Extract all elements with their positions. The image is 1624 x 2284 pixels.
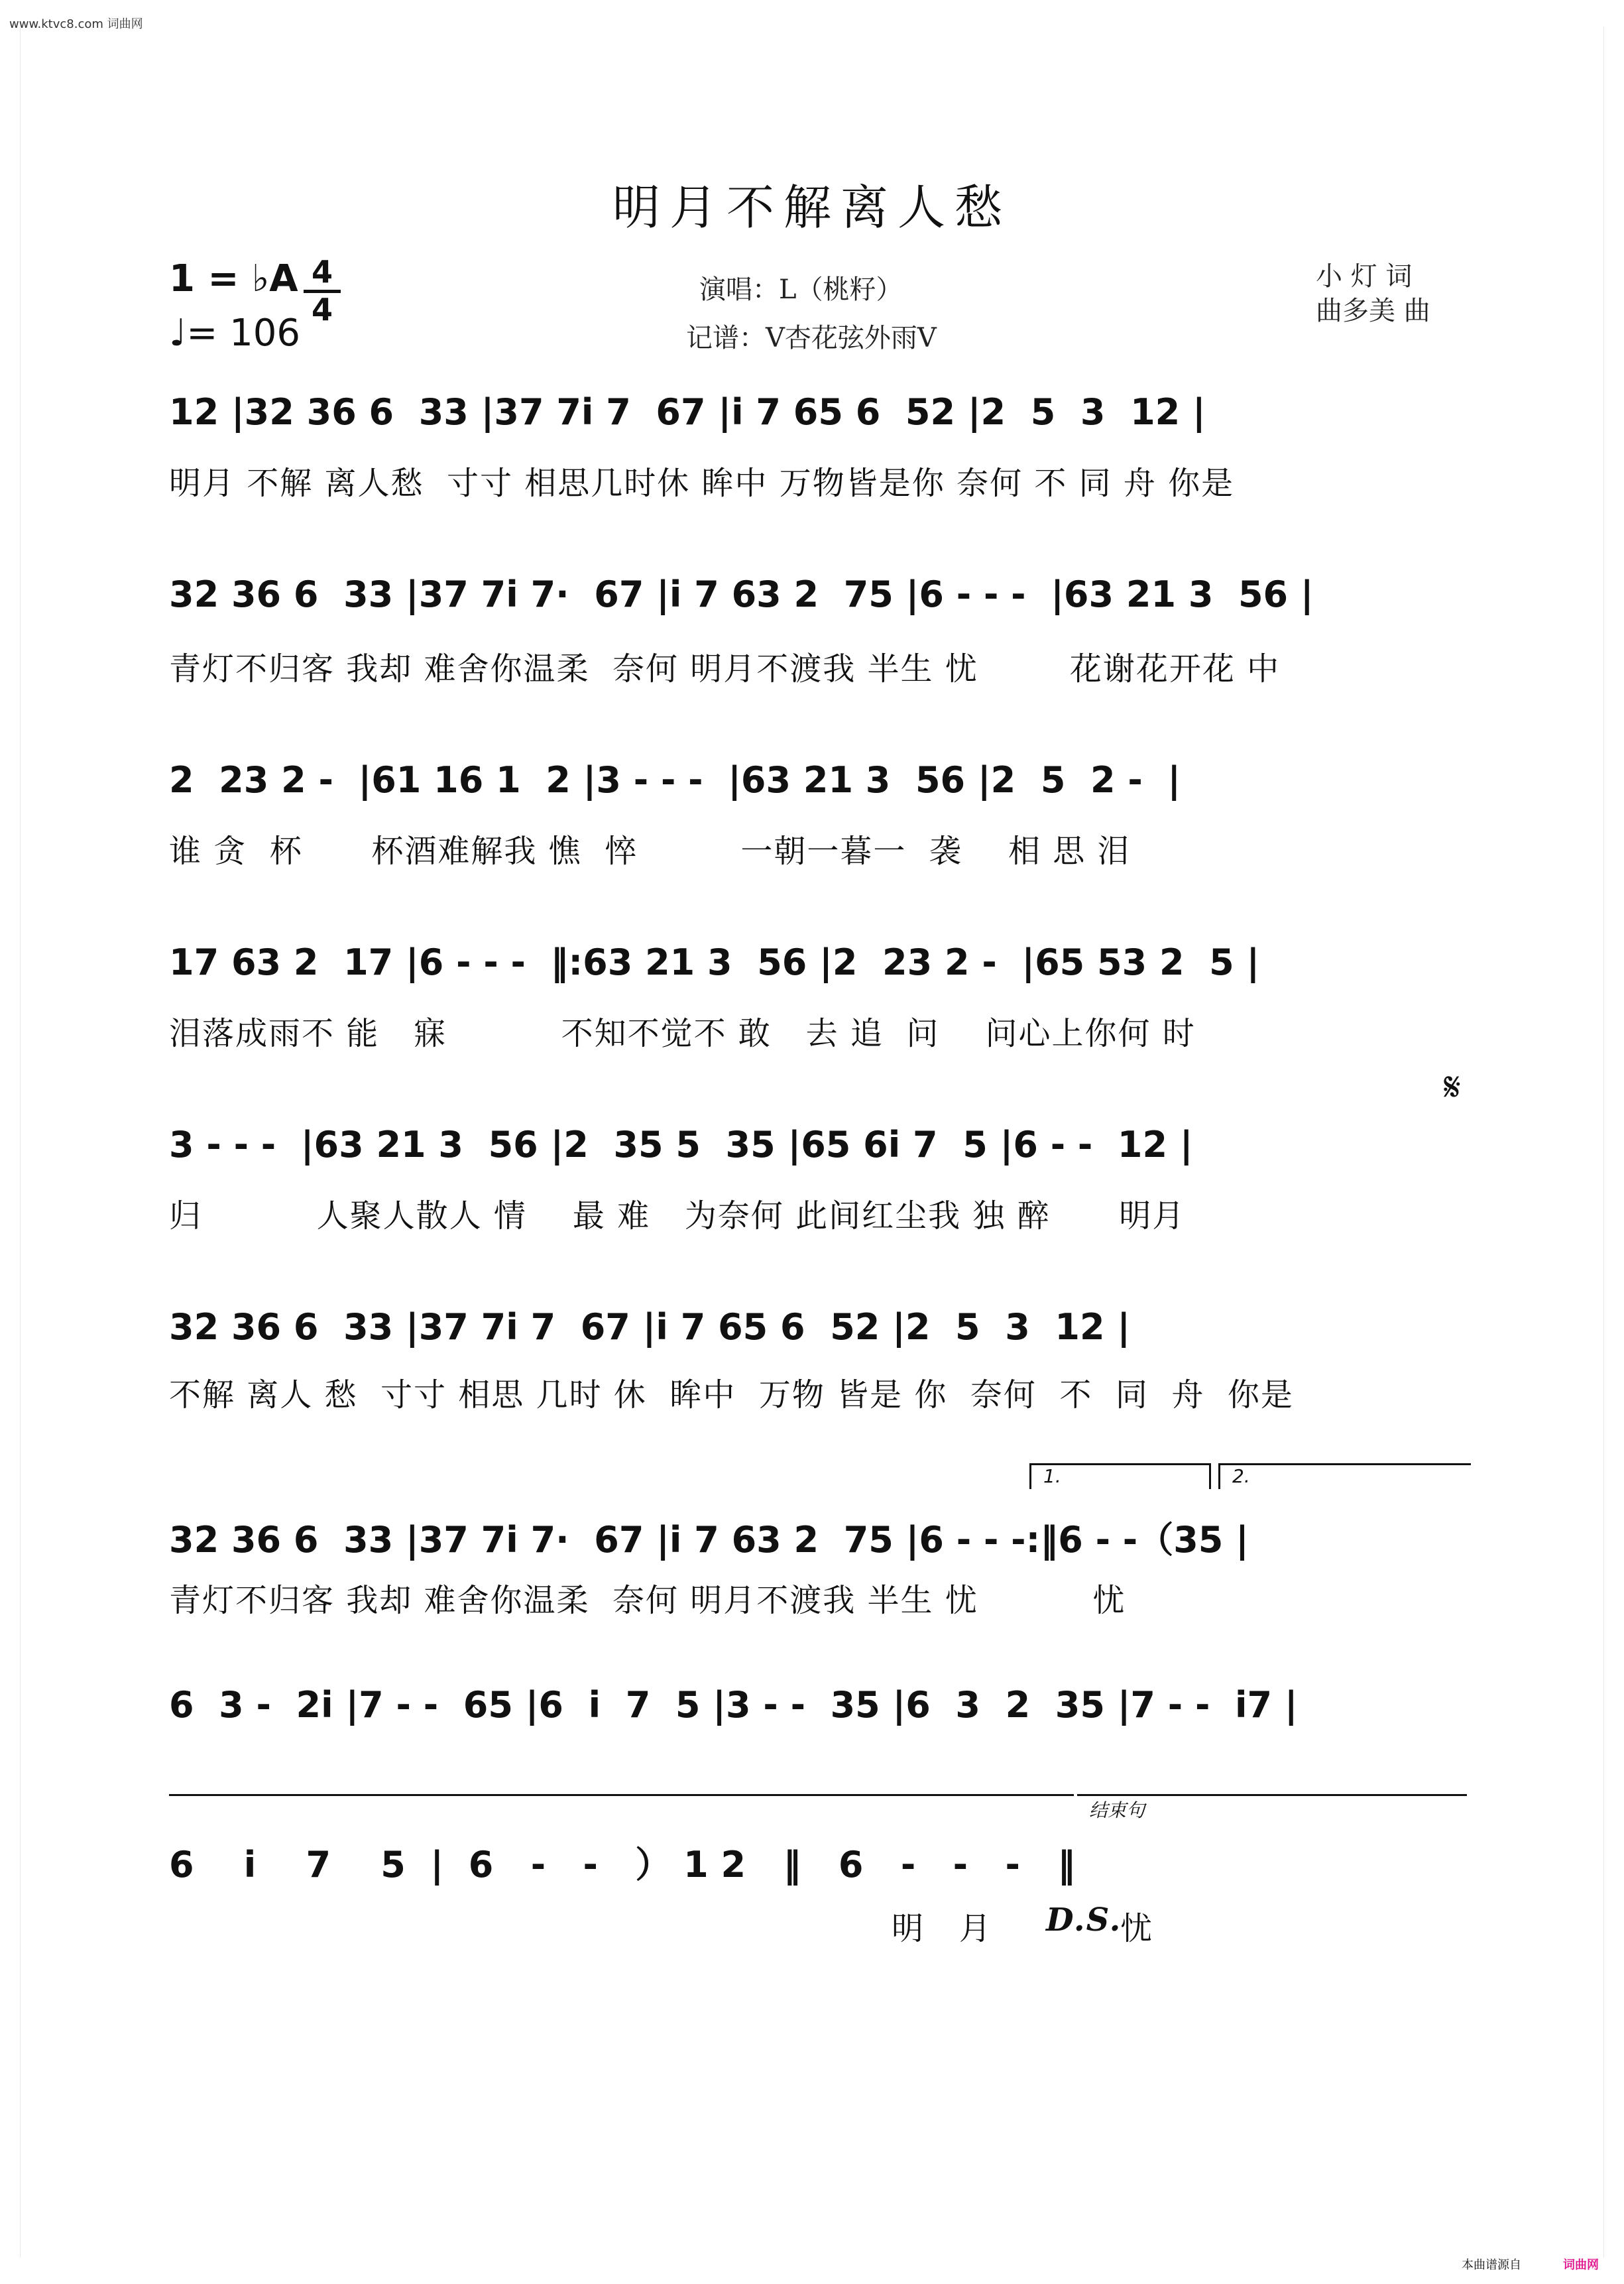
lyricist-credit: 小 灯 词 — [1316, 261, 1413, 292]
lyrics-line-5: 归 人聚人散人 情 最 难 为奈何 此间红尘我 独 醉 明月 — [169, 1197, 1186, 1234]
volta-second-ending: 2. — [1218, 1463, 1471, 1489]
lyrics-line-6: 不解 离人 愁 寸寸 相思 几时 休 眸中 万物 皆是 你 奈何 不 同 舟 你是 — [169, 1376, 1294, 1413]
segno-sign: 𝄋 — [1444, 1064, 1461, 1111]
transcriber-credit: 记谱：V杏花弦外雨V — [686, 323, 937, 353]
score-line-4: 17 63 2 17 |6 - - - ‖:63 21 3 56 |2 23 2 - |65 53 2 5 | — [169, 941, 1260, 983]
ds-marking: D.S. — [1046, 1901, 1122, 1939]
lyrics-line-7: 青灯不归客 我却 难舍你温柔 奈何 明月不渡我 半生 忧 忧 — [169, 1582, 1126, 1619]
composer-credit: 曲多美 曲 — [1316, 296, 1430, 326]
final-lyric: 忧 — [1120, 1910, 1154, 1947]
score-line-5: 3 - - - |63 21 3 56 |2 35 5 35 |65 6i 7 5 |6 - - 12 | — [169, 1124, 1193, 1166]
right-margin-strip — [1603, 27, 1624, 2257]
lyrics-line-3: 谁 贪 杯 杯酒难解我 憔 悴 一朝一暮一 袭 相 思 泪 — [169, 833, 1131, 870]
volta-first-ending: 1. — [1029, 1463, 1211, 1489]
time-sig-top: 4 — [304, 255, 341, 293]
footer-brand: 词曲网 — [1563, 2258, 1599, 2272]
ending-section-label: 结束句 — [1077, 1794, 1467, 1820]
key-signature: 1 = ♭A — [169, 257, 298, 300]
lyrics-line-2: 青灯不归客 我却 难舍你温柔 奈何 明月不渡我 半生 忧 花谢花开花 中 — [169, 650, 1281, 688]
lyrics-line-9: 明 月 — [892, 1910, 992, 1947]
lyrics-line-4: 泪落成雨不 能 寐 不知不觉不 敢 去 追 问 问心上你何 时 — [169, 1015, 1196, 1052]
score-line-1: 12 |32 36 6 33 |37 7i 7 67 |i 7 65 6 52 |2 5 3 12 | — [169, 391, 1206, 433]
ending-bracket-line — [169, 1794, 1074, 1796]
score-line-6: 32 36 6 33 |37 7i 7 67 |i 7 65 6 52 |2 5 3 12 | — [169, 1306, 1131, 1348]
footer-source: 本曲谱源自 — [1462, 2258, 1521, 2272]
score-line-2: 32 36 6 33 |37 7i 7· 67 |i 7 63 2 75 |6 - - - |63 21 3 56 | — [169, 573, 1314, 615]
lyrics-line-1: 明月 不解 离人愁 寸寸 相思几时休 眸中 万物皆是你 奈何 不 同 舟 你是 — [169, 465, 1235, 502]
singer-credit: 演唱：L（桃籽） — [699, 274, 903, 305]
score-line-3: 2 23 2 - |61 16 1 2 |3 - - - |63 21 3 56 |2 5 2 - | — [169, 759, 1181, 801]
site-header: www.ktvc8.com 词曲网 — [9, 17, 143, 31]
score-line-8: 6 3 - 2i |7 - - 65 |6 i 7 5 |3 - - 35 |6 3 2 35 |7 - - i7 | — [169, 1684, 1298, 1726]
time-sig-bottom: 4 — [311, 292, 333, 328]
left-margin-strip — [0, 27, 21, 2257]
score-line-9: 6 i 7 5 | 6 - - ） 1 2 ‖ 6 - - - ‖ — [169, 1844, 1076, 1886]
time-signature — [304, 255, 341, 326]
score-line-7: 32 36 6 33 |37 7i 7· 67 |i 7 63 2 75 |6 - - -:‖6 - -（35 | — [169, 1519, 1249, 1561]
tempo-mark: ♩= 106 — [169, 312, 301, 355]
song-title: 明月不解离人愁 — [612, 180, 1012, 235]
